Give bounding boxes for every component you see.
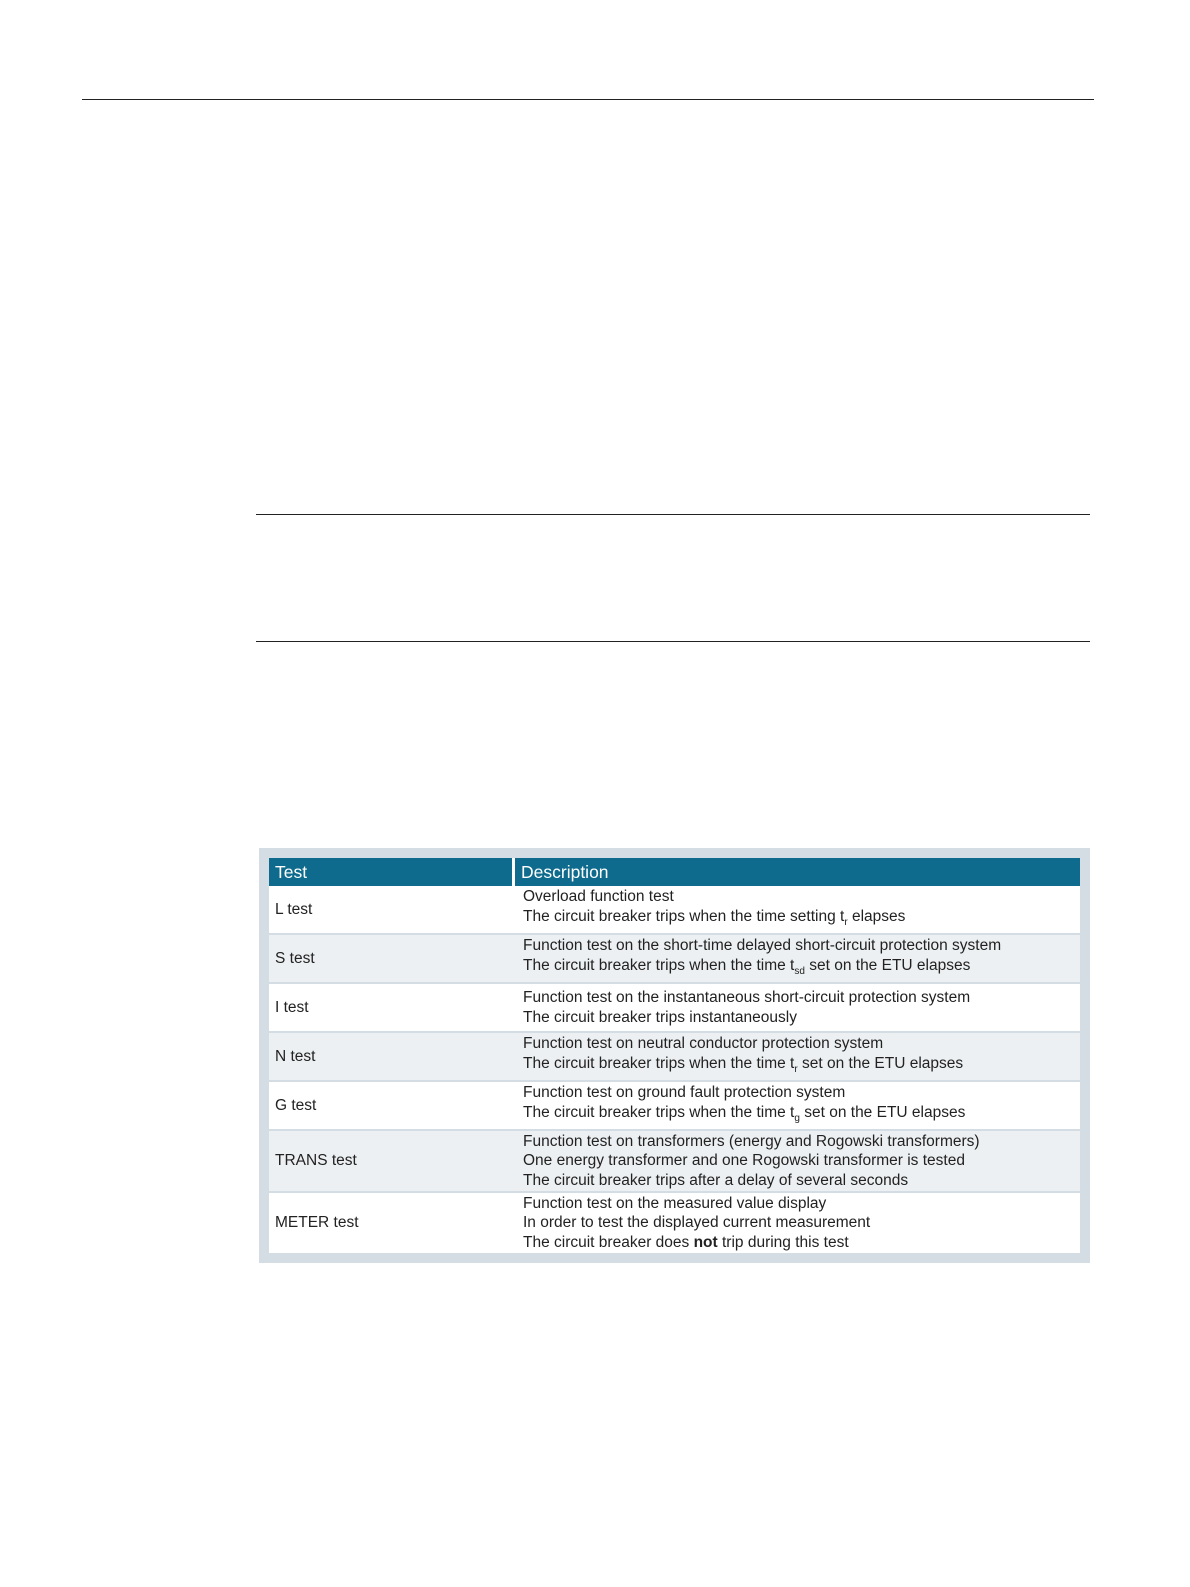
note-top-rule: [256, 514, 1090, 515]
table-row: [269, 886, 1080, 933]
test-name: L test: [275, 900, 313, 918]
table-row: [269, 935, 1080, 982]
test-description: Function test on ground fault protection system The circuit breaker trips when the time $t_g$ set on the ETU elapses: [523, 1084, 966, 1124]
test-description: Function test on transformers (energy and Rogowski transformers) One energy transformer and one Rogowski transformer is tested The circuit breaker trips after a delay of several seconds: [523, 1132, 980, 1189]
test-description: Function test on the measured value display In order to test the displayed current measurement The circuit breaker does not trip during this test: [523, 1194, 871, 1251]
test-name: S test: [275, 949, 315, 967]
test-name: I test: [275, 998, 309, 1016]
header-test: Test: [269, 858, 515, 886]
table-row: [269, 1193, 1080, 1253]
test-table: [259, 848, 1090, 1263]
test-name: N test: [275, 1047, 316, 1065]
table-row: [269, 1033, 1080, 1080]
table-row: [269, 1131, 1080, 1191]
test-description: Function test on neutral conductor protection system The circuit breaker trips when the time $t_r$ set on the ETU elapses: [523, 1035, 964, 1075]
note-bottom-rule: [256, 641, 1090, 642]
table-row: [269, 984, 1080, 1031]
table-row: [269, 1082, 1080, 1129]
test-name: G test: [275, 1096, 317, 1114]
header-rule: [82, 99, 1094, 100]
test-description: Function test on the short-time delayed short-circuit protection system The circuit breaker trips when the time $t_{sd}$ set on the ETU elapses: [523, 937, 1002, 977]
table-header: [269, 858, 1080, 886]
test-name: METER test: [275, 1214, 359, 1231]
test-name: TRANS test: [275, 1152, 357, 1169]
test-description: Overload function test The circuit breaker trips when the time setting $t_r$ elapses: [523, 888, 906, 928]
header-description: Description: [521, 862, 609, 882]
test-description: Function test on the instantaneous short-circuit protection system The circuit breaker trips instantaneously: [523, 989, 971, 1026]
